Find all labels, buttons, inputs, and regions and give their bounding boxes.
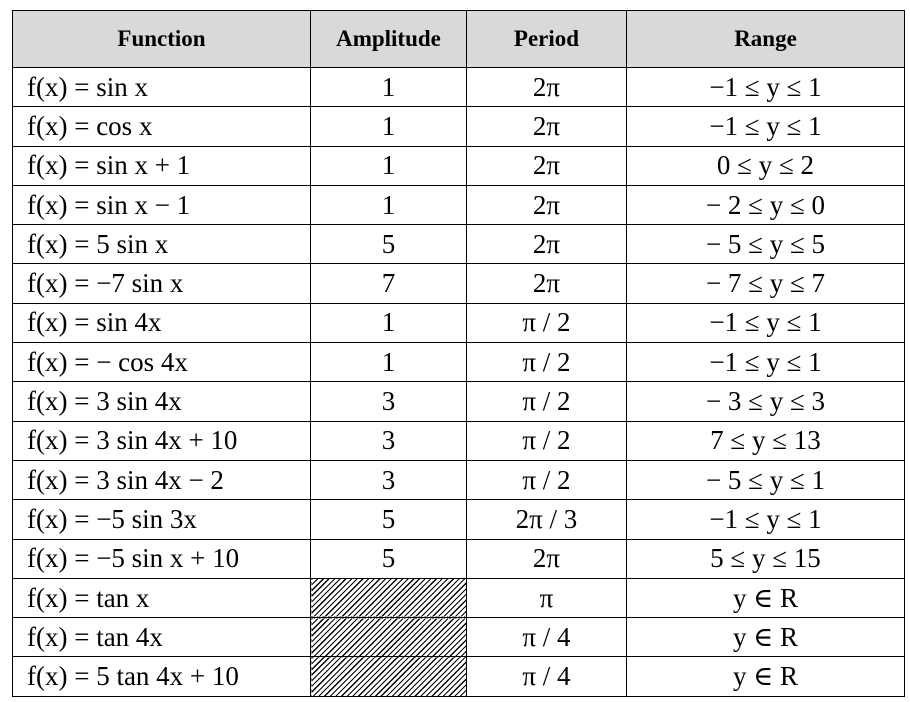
range-cell: − 2 ≤ y ≤ 0	[627, 185, 905, 224]
period-cell: π / 4	[467, 657, 627, 696]
period-cell: 2π	[467, 225, 627, 264]
period-cell: 2π / 3	[467, 500, 627, 539]
range-cell: −1 ≤ y ≤ 1	[627, 500, 905, 539]
amplitude-cell: 5	[311, 225, 467, 264]
function-cell: f(x) = sin x	[13, 68, 311, 107]
table-row	[13, 264, 905, 303]
amplitude-cell: 1	[311, 107, 467, 146]
function-properties-table	[12, 10, 905, 697]
amplitude-cell: 1	[311, 343, 467, 382]
range-cell: − 3 ≤ y ≤ 3	[627, 382, 905, 421]
function-cell: f(x) = sin x + 1	[13, 146, 311, 185]
amplitude-cell: 7	[311, 264, 467, 303]
function-cell: f(x) = tan x	[13, 578, 311, 617]
amplitude-cell: 1	[311, 146, 467, 185]
range-cell: y ∈ R	[627, 618, 905, 657]
header-function: Function	[13, 11, 311, 68]
period-cell: 2π	[467, 68, 627, 107]
table-row	[13, 578, 905, 617]
function-cell: f(x) = tan 4x	[13, 618, 311, 657]
range-cell: −1 ≤ y ≤ 1	[627, 343, 905, 382]
table-row	[13, 303, 905, 342]
amplitude-cell: 3	[311, 421, 467, 460]
table-row	[13, 500, 905, 539]
function-cell: f(x) = cos x	[13, 107, 311, 146]
amplitude-cell: 3	[311, 382, 467, 421]
range-cell: − 5 ≤ y ≤ 5	[627, 225, 905, 264]
amplitude-cell: 5	[311, 500, 467, 539]
period-cell: 2π	[467, 146, 627, 185]
period-cell: π / 4	[467, 618, 627, 657]
amplitude-cell: 1	[311, 303, 467, 342]
table-row	[13, 146, 905, 185]
function-cell: f(x) = − cos 4x	[13, 343, 311, 382]
range-cell: 0 ≤ y ≤ 2	[627, 146, 905, 185]
table-row	[13, 343, 905, 382]
table-row	[13, 539, 905, 578]
table-row	[13, 460, 905, 499]
amplitude-cell-hatched	[311, 578, 467, 617]
function-cell: f(x) = −5 sin 3x	[13, 500, 311, 539]
header-period: Period	[467, 11, 627, 68]
table-row	[13, 225, 905, 264]
amplitude-cell-hatched	[311, 618, 467, 657]
function-cell: f(x) = sin 4x	[13, 303, 311, 342]
period-cell: 2π	[467, 539, 627, 578]
range-cell: − 5 ≤ y ≤ 1	[627, 460, 905, 499]
range-cell: −1 ≤ y ≤ 1	[627, 68, 905, 107]
table-row	[13, 657, 905, 696]
table-row	[13, 107, 905, 146]
range-cell: y ∈ R	[627, 657, 905, 696]
period-cell: π / 2	[467, 421, 627, 460]
function-cell: f(x) = 3 sin 4x	[13, 382, 311, 421]
function-cell: f(x) = 3 sin 4x + 10	[13, 421, 311, 460]
function-cell: f(x) = −5 sin x + 10	[13, 539, 311, 578]
range-cell: 5 ≤ y ≤ 15	[627, 539, 905, 578]
period-cell: π	[467, 578, 627, 617]
amplitude-cell-hatched	[311, 657, 467, 696]
header-row	[13, 11, 905, 68]
function-cell: f(x) = 5 tan 4x + 10	[13, 657, 311, 696]
table-row	[13, 421, 905, 460]
table-row	[13, 382, 905, 421]
period-cell: 2π	[467, 107, 627, 146]
range-cell: y ∈ R	[627, 578, 905, 617]
amplitude-cell: 1	[311, 185, 467, 224]
function-cell: f(x) = sin x − 1	[13, 185, 311, 224]
period-cell: 2π	[467, 185, 627, 224]
header-range: Range	[627, 11, 905, 68]
range-cell: − 7 ≤ y ≤ 7	[627, 264, 905, 303]
function-cell: f(x) = 5 sin x	[13, 225, 311, 264]
period-cell: 2π	[467, 264, 627, 303]
range-cell: −1 ≤ y ≤ 1	[627, 303, 905, 342]
function-cell: f(x) = 3 sin 4x − 2	[13, 460, 311, 499]
period-cell: π / 2	[467, 460, 627, 499]
amplitude-cell: 5	[311, 539, 467, 578]
table-row	[13, 68, 905, 107]
amplitude-cell: 3	[311, 460, 467, 499]
table-row	[13, 618, 905, 657]
period-cell: π / 2	[467, 343, 627, 382]
range-cell: −1 ≤ y ≤ 1	[627, 107, 905, 146]
header-amplitude: Amplitude	[311, 11, 467, 68]
function-cell: f(x) = −7 sin x	[13, 264, 311, 303]
amplitude-cell: 1	[311, 68, 467, 107]
period-cell: π / 2	[467, 303, 627, 342]
range-cell: 7 ≤ y ≤ 13	[627, 421, 905, 460]
period-cell: π / 2	[467, 382, 627, 421]
table-row	[13, 185, 905, 224]
